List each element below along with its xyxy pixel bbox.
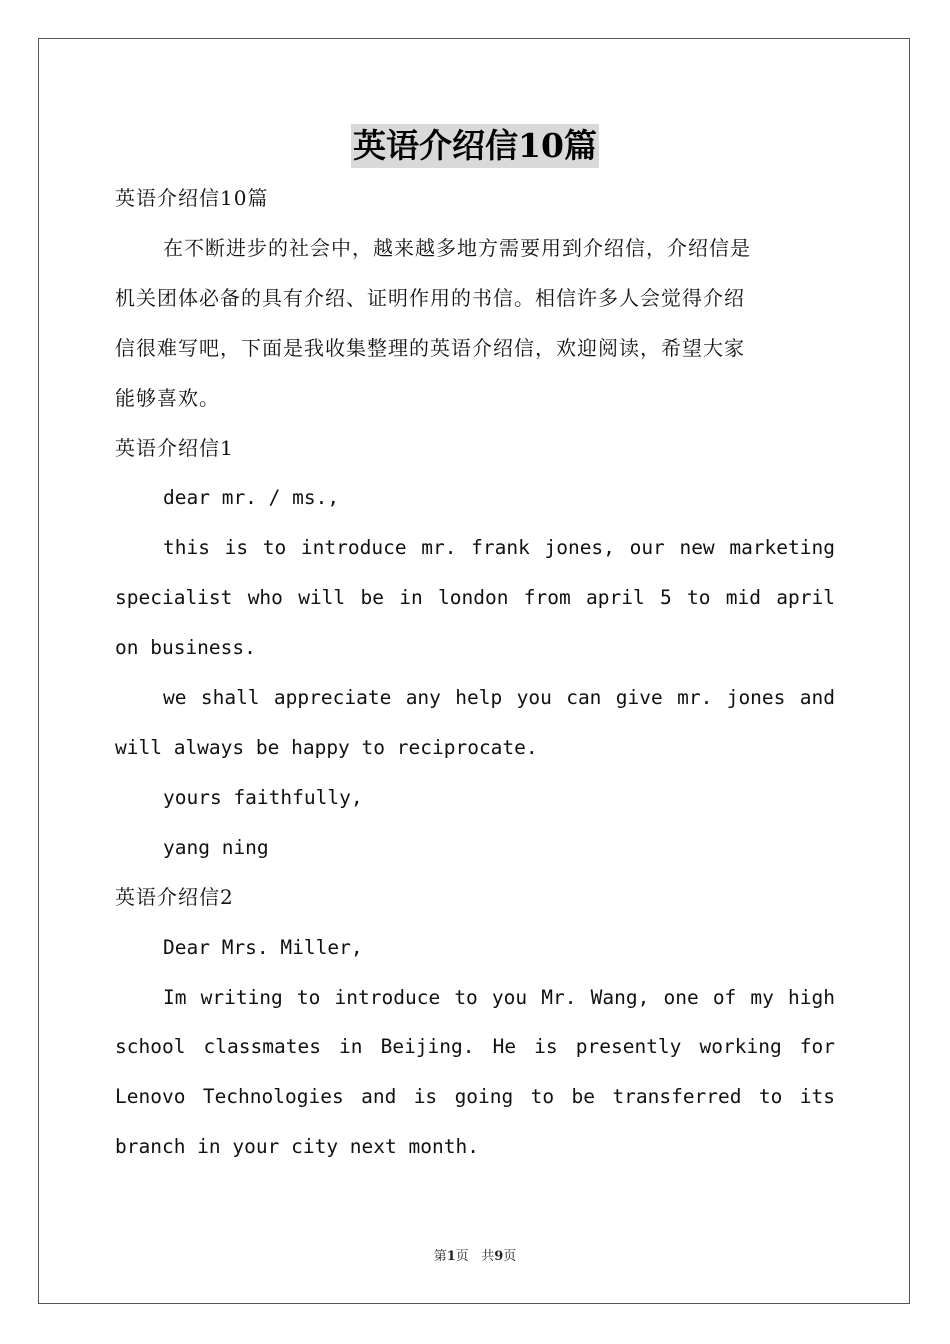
footer-total-unit: 页 [503,1249,517,1264]
letter1-closing: yours faithfully, [163,785,363,809]
footer-total-pages: 9 [494,1249,504,1264]
letter1-body-line-1: this is to introduce mr. frank jones, our new marketing [163,536,835,560]
page-footer [0,1245,950,1264]
intro-paragraph-line-1: 在不断进步的社会中，越来越多地方需要用到介绍信，介绍信是 [163,235,751,260]
letter2-body-line-3: Lenovo Technologies and is going to be transferred to its [115,1085,835,1109]
footer-page-number: 1 [446,1249,456,1264]
title-container [0,124,950,168]
section-heading-1: 英语介绍信1 [115,435,234,460]
letter1-signature: yang ning [163,835,269,859]
footer-page-prefix: 第 [433,1249,447,1264]
letter1-salutation: dear mr. / ms., [163,486,340,510]
letter2-salutation: Dear Mrs. Miller, [163,935,363,959]
letter2-body-line-4: branch in your city next month. [115,1135,479,1159]
letter1-body-line-5: will always be happy to reciprocate. [115,735,538,759]
document-body [115,174,835,1172]
section-heading-2: 英语介绍信2 [115,884,234,909]
intro-paragraph-line-4: 能够喜欢。 [115,385,220,410]
letter1-body-line-3: on business. [115,636,256,660]
footer-total-prefix: 共 [481,1249,495,1264]
letter1-body-line-2: specialist who will be in london from april 5 to mid april [115,586,835,610]
subtitle-line: 英语介绍信10篇 [115,186,269,210]
footer-page-unit: 页 [455,1249,469,1264]
letter2-body-line-1: Im writing to introduce to you Mr. Wang, one of my high [163,985,835,1009]
intro-paragraph-line-2: 机关团体必备的具有介绍、证明作用的书信。相信许多人会觉得介绍 [115,285,745,310]
letter1-body-line-4: we shall appreciate any help you can give mr. jones and [163,686,835,710]
document-title: 英语介绍信10篇 [351,124,599,168]
intro-paragraph-line-3: 信很难写吧，下面是我收集整理的英语介绍信，欢迎阅读，希望大家 [115,335,745,360]
letter2-body-line-2: school classmates in Beijing. He is presently working for [115,1035,835,1059]
